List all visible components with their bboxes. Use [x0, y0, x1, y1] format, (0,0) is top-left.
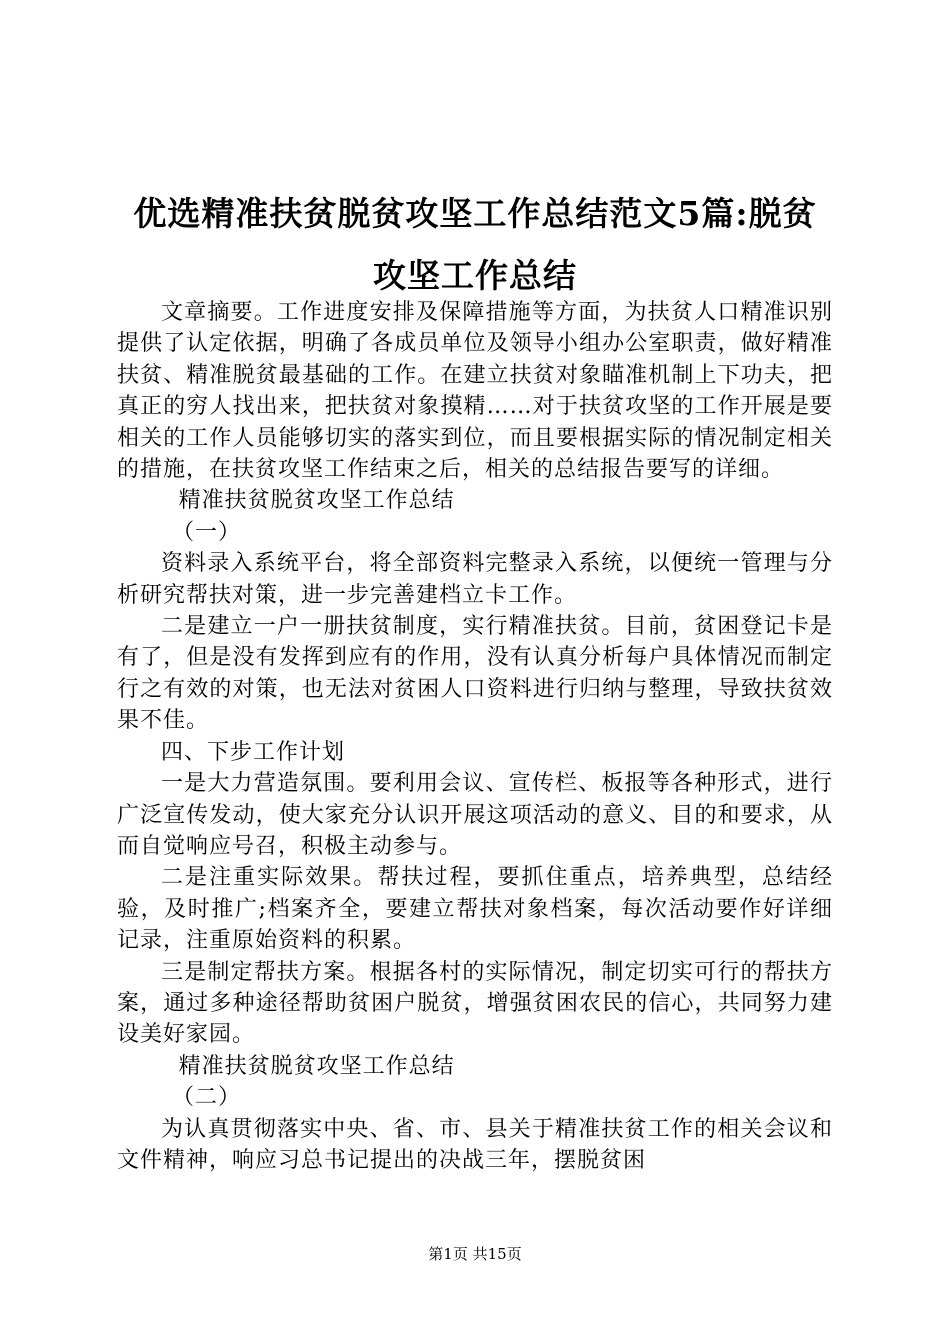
- section-heading: 精准扶贫脱贫攻坚工作总结: [178, 1053, 455, 1079]
- body-paragraph: 二是注重实际效果。帮扶过程，要抓住重点，培养典型，总结经验，及时推广;档案齐全，要建立帮扶对象档案，每次活动要作好详细记录，注重原始资料的积累。: [117, 865, 833, 954]
- document-body: [117, 297, 833, 1176]
- section-heading: 精准扶贫脱贫攻坚工作总结: [178, 488, 455, 514]
- body-paragraph: 资料录入系统平台，将全部资料完整录入系统，以便统一管理与分析研究帮扶对策，进一步完善建档立卡工作。: [117, 551, 833, 608]
- body-paragraph: 三是制定帮扶方案。根据各村的实际情况，制定切实可行的帮扶方案，通过多种途径帮助贫困户脱贫，增强贫困农民的信心，共同努力建设美好家园。: [117, 959, 833, 1048]
- body-paragraph: 一是大力营造氛围。要利用会议、宣传栏、板报等各种形式，进行广泛宣传发动，使大家充分认识开展这项活动的意义、目的和要求，从而自觉响应号召，积极主动参与。: [117, 771, 833, 859]
- summary-paragraph: 文章摘要。工作进度安排及保障措施等方面，为扶贫人口精准识别提供了认定依据，明确了各成员单位及领导小组办公室职责，做好精准扶贫、精准脱贫最基础的工作。在建立扶贫对象瞄准机制上下功夫，把真正的穷人找出来，把扶贫对象摸精……对于扶贫攻坚的工作开展是要相关的工作人员能够切实的落实到位，而且要根据实际的情况制定相关的措施，在扶贫攻坚工作结束之后，相关的总结报告要写的详细。: [117, 300, 833, 483]
- page-indicator: 第1页 共15页: [428, 1245, 522, 1263]
- body-paragraph: 二是建立一户一册扶贫制度，实行精准扶贫。目前，贫困登记卡是有了，但是没有发挥到应有的作用，没有认真分析每户具体情况而制定行之有效的对策，也无法对贫困人口资料进行归纳与整理，导致扶贫效果不佳。: [117, 614, 833, 734]
- body-paragraph: 为认真贯彻落实中央、省、市、县关于精准扶贫工作的相关会议和文件精神，响应习总书记提出的决战三年，摆脱贫困: [117, 1116, 833, 1173]
- section-number: （二）: [172, 1085, 242, 1111]
- document-title: 优选精准扶贫脱贫攻坚工作总结范文5篇:脱贫攻坚工作总结: [133, 194, 817, 295]
- subsection-heading: 四、下步工作计划: [161, 739, 346, 765]
- section-number: （一）: [172, 519, 242, 545]
